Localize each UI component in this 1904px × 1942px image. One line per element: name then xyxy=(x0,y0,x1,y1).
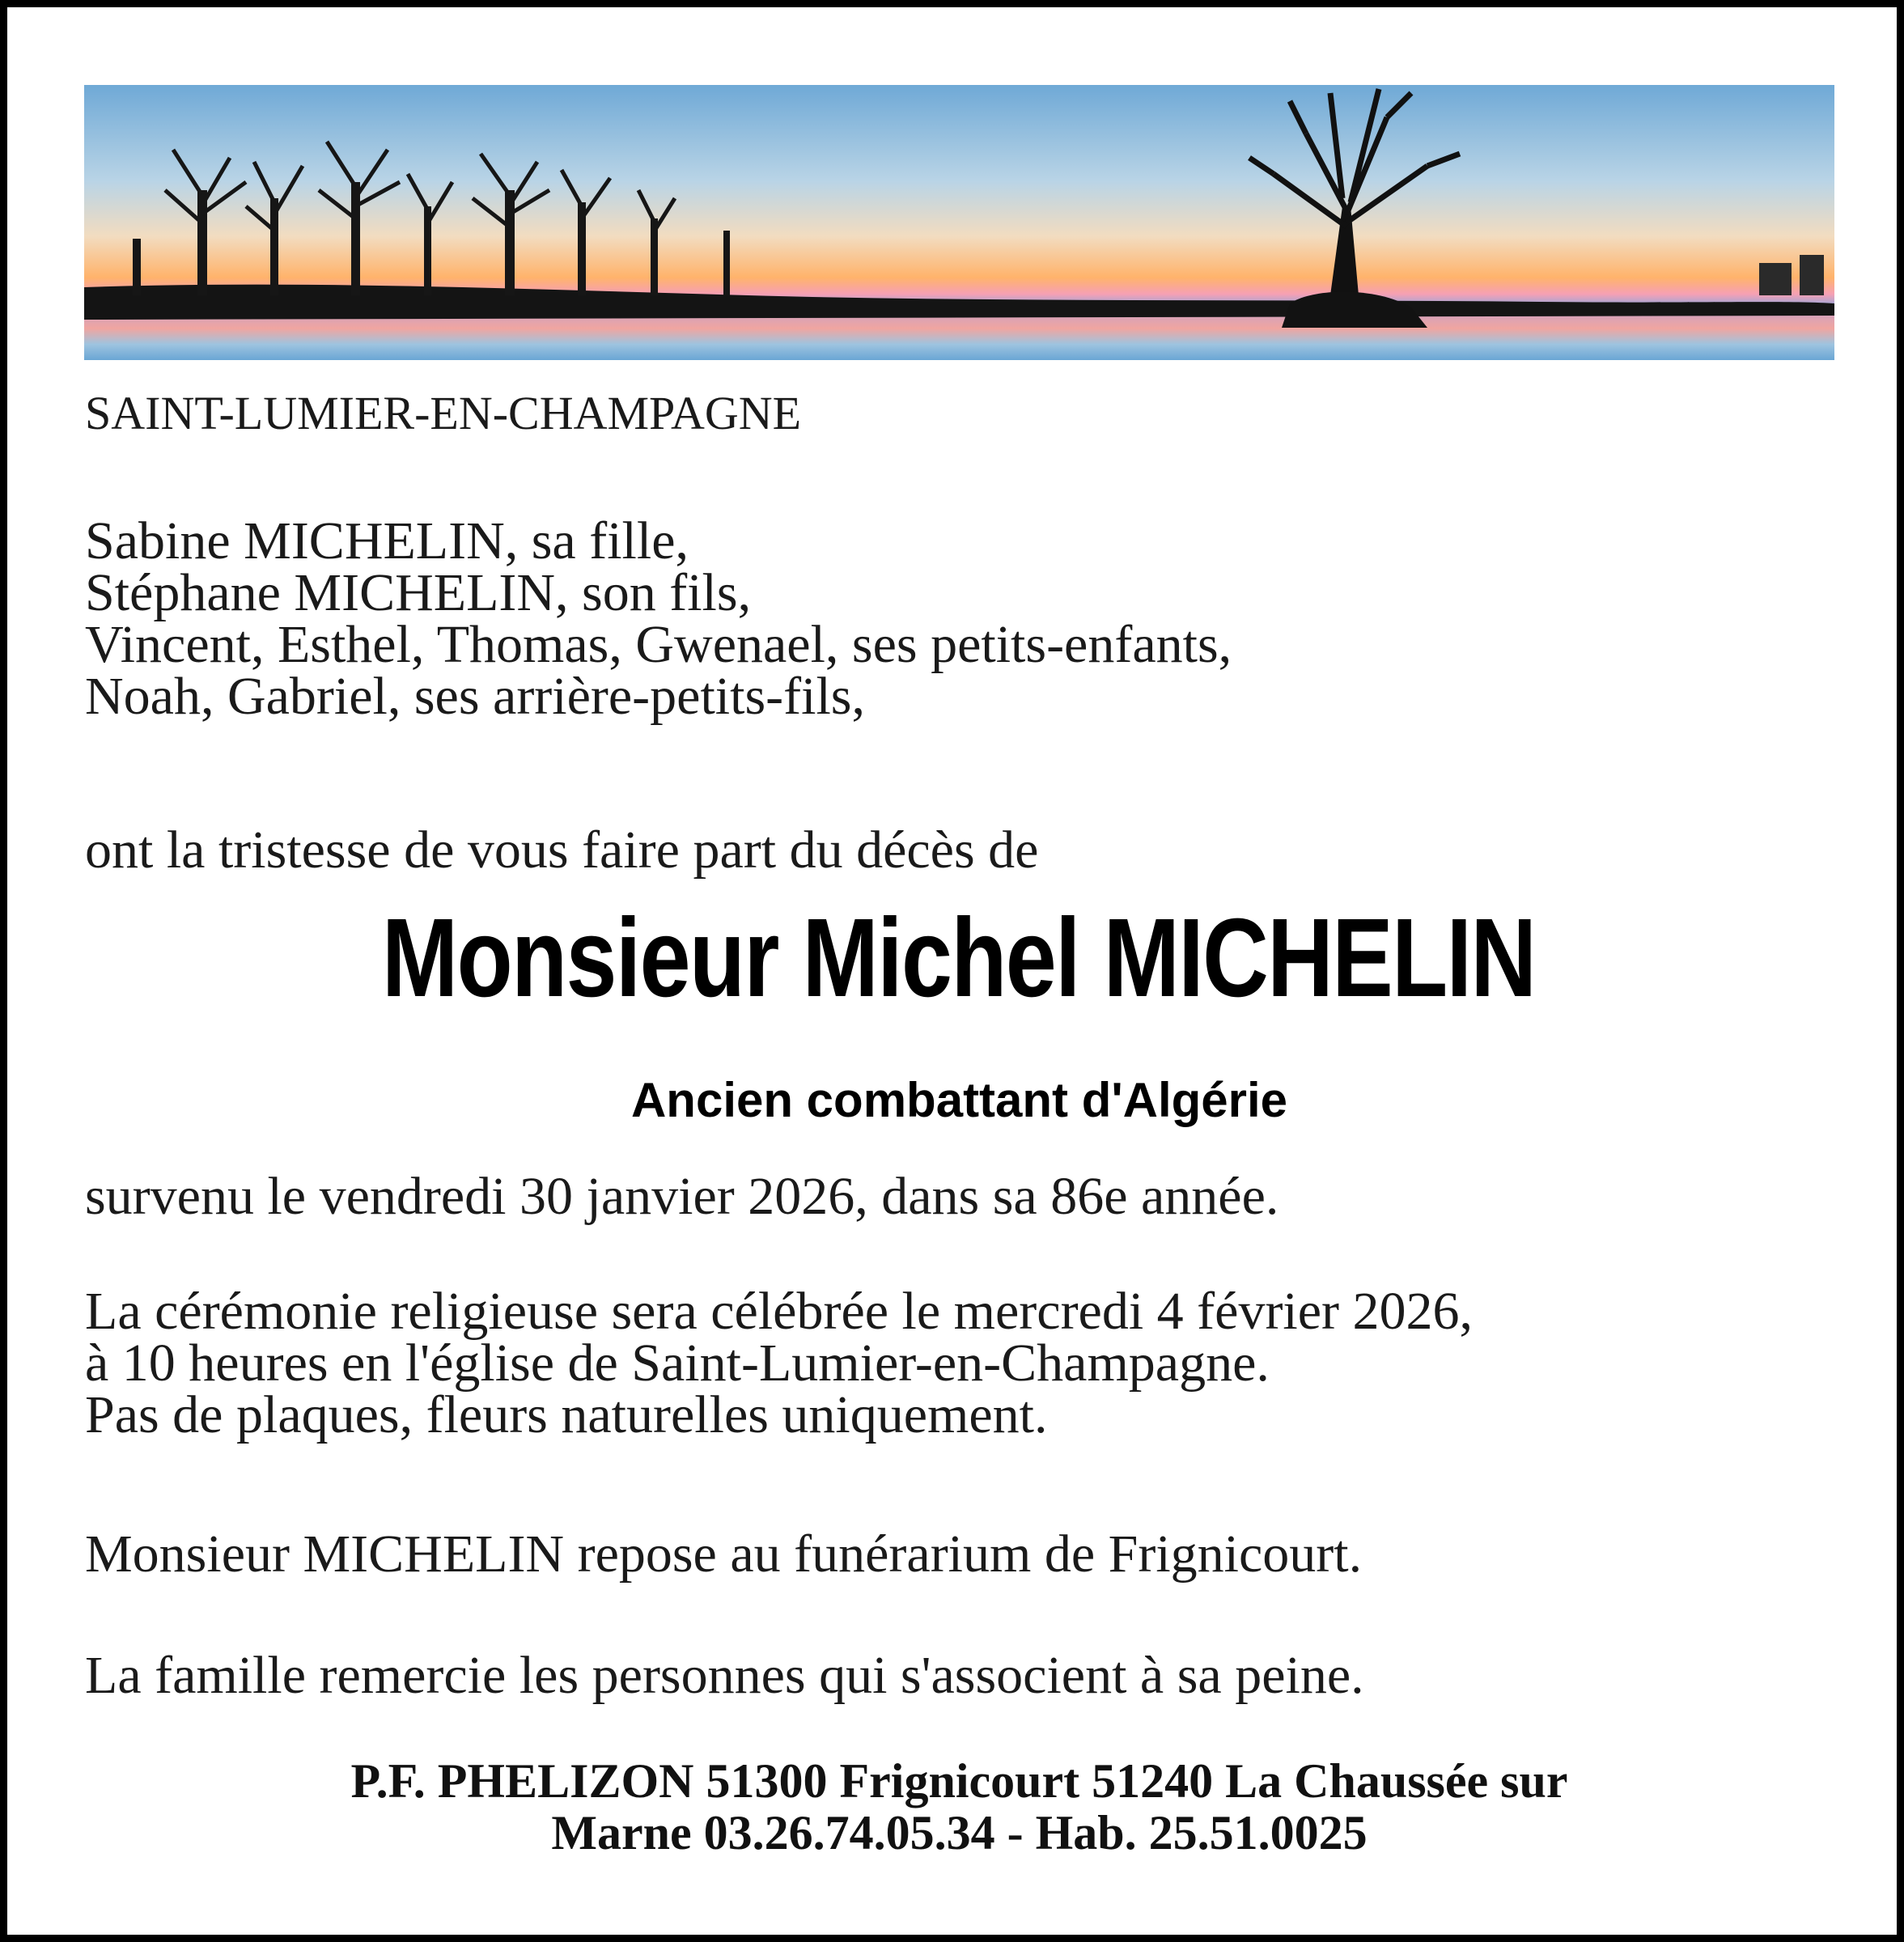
family-member-line: Noah, Gabriel, ses arrière-petits-fils, xyxy=(85,667,865,726)
deceased-name: Monsieur Michel MICHELIN xyxy=(381,896,1536,1020)
footer-line: Marne 03.26.74.05.34 - Hab. 25.51.0025 xyxy=(551,1806,1368,1859)
deceased-subtitle: Ancien combattant d'Algérie xyxy=(630,1073,1288,1127)
family-member-line: Vincent, Esthel, Thomas, Gwenael, ses petits-enfants, xyxy=(85,615,1232,674)
thanks-line: La famille remercie les personnes qui s'associent à sa peine. xyxy=(85,1646,1364,1705)
family-list xyxy=(85,511,1232,726)
banner-image xyxy=(84,85,1834,360)
ceremony-details xyxy=(85,1282,1474,1444)
rest-place-line: Monsieur MICHELIN repose au funérarium de Frignicourt. xyxy=(85,1524,1363,1584)
ceremony-line: Pas de plaques, fleurs naturelles uniquement. xyxy=(85,1385,1048,1444)
footer-line: P.F. PHELIZON 51300 Frignicourt 51240 La Chaussée sur xyxy=(350,1754,1568,1808)
death-date-line: survenu le vendredi 30 janvier 2026, dans sa 86e année. xyxy=(85,1167,1279,1226)
family-member-line: Sabine MICHELIN, sa fille, xyxy=(85,511,689,570)
funeral-home-footer xyxy=(7,1755,1904,1859)
sunset-lake-trees-image xyxy=(84,85,1834,360)
ceremony-line: à 10 heures en l'église de Saint-Lumier-en-Champagne. xyxy=(85,1334,1270,1393)
family-member-line: Stéphane MICHELIN, son fils, xyxy=(85,563,752,622)
ceremony-line: La cérémonie religieuse sera célébrée le mercredi 4 février 2026, xyxy=(85,1282,1474,1341)
place-name: SAINT-LUMIER-EN-CHAMPAGNE xyxy=(85,387,802,439)
announcement-text: ont la tristesse de vous faire part du décès de xyxy=(85,820,1039,880)
